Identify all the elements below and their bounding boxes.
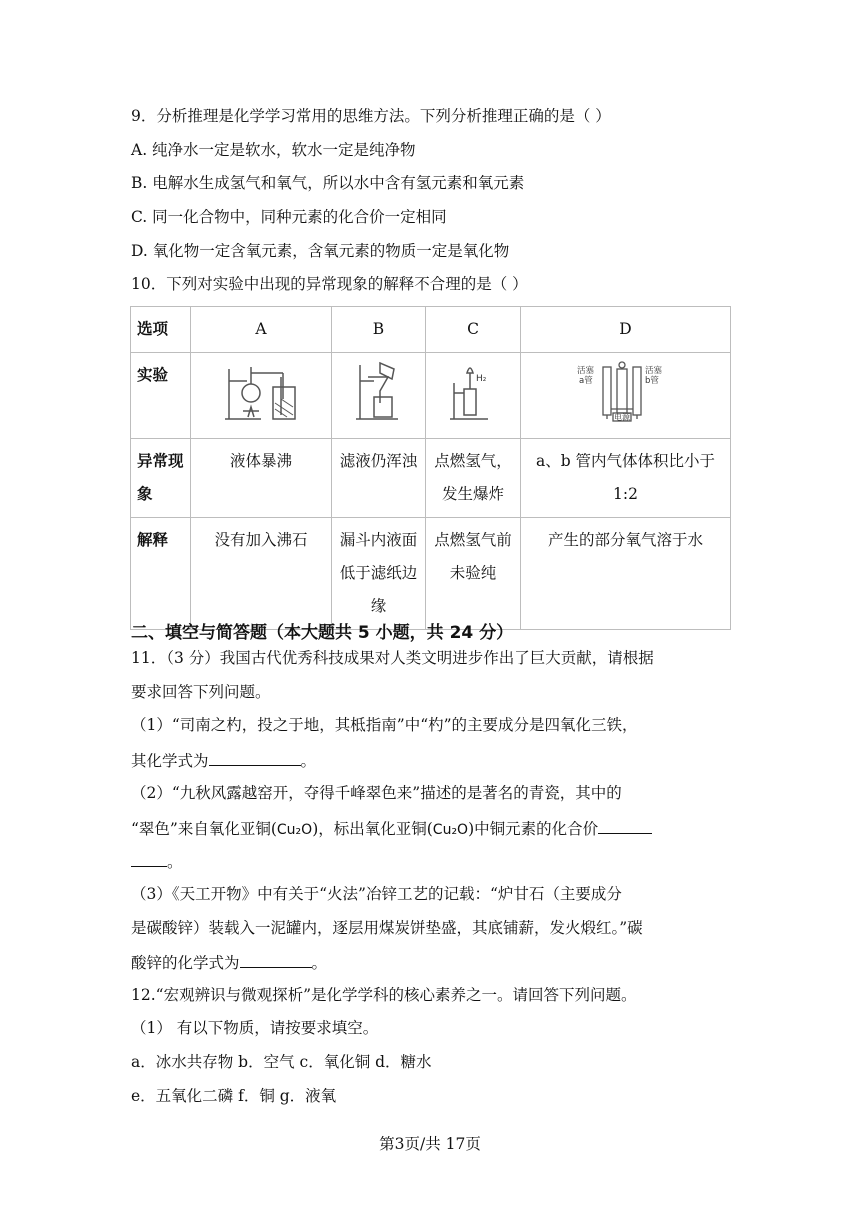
q11-part2-line3: [131, 850, 183, 872]
experiment-c-figure: [426, 353, 521, 439]
power-label: 电源: [613, 413, 630, 422]
q12-part1: （1） 有以下物质，请按要求填空。: [131, 1019, 379, 1037]
q9-option-b: B. 电解水生成氢气和氧气，所以水中含有氢元素和氧元素: [131, 174, 525, 192]
q9-option-d: D. 氧化物一定含氧元素，含氧元素的物质一定是氧化物: [131, 242, 510, 260]
explanation-b: 漏斗内液面低于滤纸边缘: [332, 518, 426, 630]
phenomenon-d: a、b 管内气体体积比小于 1:2: [521, 439, 731, 518]
answer-blank-2a[interactable]: [598, 817, 652, 834]
explanation-d: 产生的部分氧气溶于水: [521, 518, 731, 630]
table-row: [131, 439, 731, 518]
row-header-option: 选项: [131, 307, 191, 353]
row-header-explanation: 解释: [131, 518, 191, 630]
filtration-apparatus-icon: [354, 359, 404, 423]
column-d: D: [521, 307, 731, 353]
left-valve-label: 活塞: [576, 366, 594, 376]
column-b: B: [332, 307, 426, 353]
q11-part3-suffix: 。: [311, 954, 328, 972]
electrolysis-apparatus-icon: [571, 359, 681, 423]
table-row: [131, 353, 731, 439]
experiment-d-figure: [521, 353, 731, 439]
hydrogen-burning-apparatus-icon: [448, 359, 498, 423]
q10-stem: 10．下列对实验中出现的异常现象的解释不合理的是（ ）: [131, 275, 528, 293]
row-header-phenomenon: 异常现象: [131, 439, 191, 518]
cu2o-formula-1: Cu₂O: [276, 822, 313, 838]
q12-stem: 12.“宏观辨识与微观探析”是化学学科的核心素养之一。请回答下列问题。: [131, 986, 637, 1004]
phenomenon-a: 液体暴沸: [191, 439, 332, 518]
q11-part3-line3: [131, 951, 327, 973]
q11-stem-line1: 11．（3 分）我国古代优秀科技成果对人类文明进步作出了巨大贡献，请根据: [131, 649, 654, 667]
phenomenon-b: 滤液仍浑浊: [332, 439, 426, 518]
answer-blank-2b[interactable]: [131, 850, 167, 867]
column-a: A: [191, 307, 332, 353]
left-tube-label: a管: [578, 376, 593, 386]
q9-option-a: A. 纯净水一定是软水，软水一定是纯净物: [131, 141, 416, 159]
q11-part3-line2: 是碳酸锌）装载入一泥罐内，逐层用煤炭饼垫盛，其底铺薪，发火煅红。”碳: [131, 919, 643, 937]
q11-part1-line2: [131, 749, 316, 771]
q12-items-line1: a．冰水共存物 b．空气 c．氧化铜 d．糖水: [131, 1053, 432, 1071]
q11-part2-suffix: 。: [167, 853, 183, 871]
experiment-a-figure: [191, 353, 332, 439]
experiment-b-figure: [332, 353, 426, 439]
q11-part2-text-c: )中铜元素的化合价: [468, 820, 599, 838]
answer-blank-1[interactable]: [209, 749, 301, 766]
h2-label: H₂: [476, 374, 487, 384]
phenomenon-c: 点燃氢气，发生爆炸: [426, 439, 521, 518]
right-valve-label: 活塞: [644, 366, 662, 376]
distillation-apparatus-icon: [221, 359, 301, 423]
q9-stem: 9．分析推理是化学学习常用的思维方法。下列分析推理正确的是（ ）: [131, 107, 611, 125]
q11-stem-line2: 要求回答下列问题。: [131, 683, 271, 701]
explanation-c: 点燃氢气前未验纯: [426, 518, 521, 630]
q11-part1-suffix: 。: [300, 752, 317, 770]
q12-items-line2: e．五氧化二磷 f．铜 g．液氧: [131, 1087, 337, 1105]
explanation-a: 没有加入沸石: [191, 518, 332, 630]
section-2-title: 二、填空与简答题（本大题共 5 小题，共 24 分）: [131, 623, 514, 643]
q11-part2-text-b: )，标出氧化亚铜(: [312, 820, 433, 838]
table-row: [131, 307, 731, 353]
experiment-table: [130, 306, 731, 630]
q9-option-c: C. 同一化合物中，同种元素的化合价一定相同: [131, 208, 447, 226]
q11-part2-line1: （2）“九秋风露越窑开，夺得千峰翠色来”描述的是著名的青瓷，其中的: [131, 784, 622, 802]
row-header-experiment: 实验: [131, 353, 191, 439]
page-footer: 第3页/共 17页: [379, 1135, 481, 1153]
answer-blank-3[interactable]: [240, 951, 312, 968]
q11-part3-line1: （3）《天工开物》中有关于“火法”冶锌工艺的记载：“炉甘石（主要成分: [131, 885, 622, 903]
q11-part3-prefix: 酸锌的化学式为: [131, 954, 240, 972]
cu2o-formula-2: Cu₂O: [432, 822, 469, 838]
q11-part2-text-a: “翠色”来自氧化亚铜(: [131, 820, 277, 838]
column-c: C: [426, 307, 521, 353]
right-tube-label: b管: [644, 376, 659, 386]
q11-part2-line2: [131, 817, 652, 840]
table-row: [131, 518, 731, 630]
q11-part1-line1: （1）“司南之杓，投之于地，其柢指南”中“杓”的主要成分是四氧化三铁，: [131, 716, 638, 734]
q11-part1-prefix: 其化学式为: [131, 752, 209, 770]
